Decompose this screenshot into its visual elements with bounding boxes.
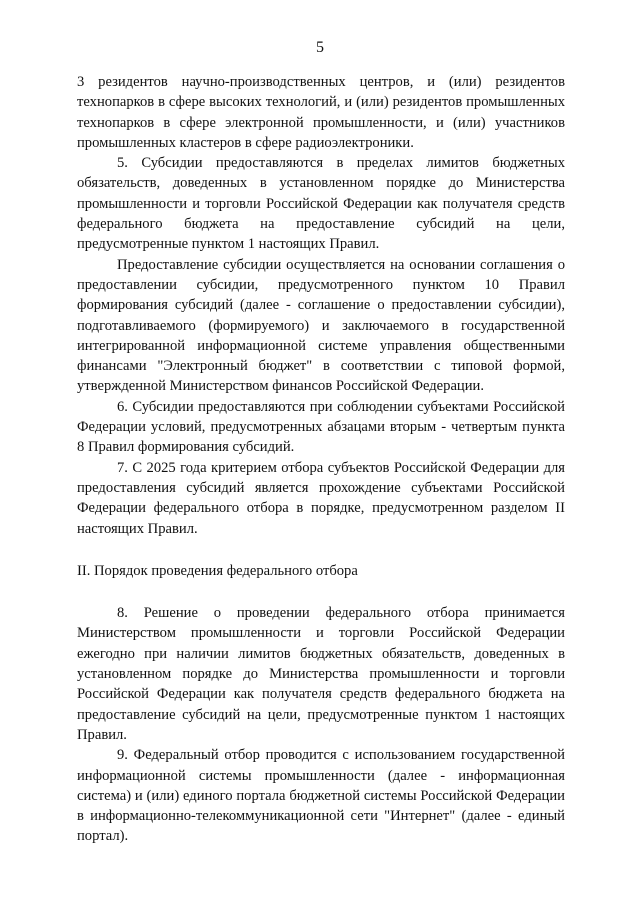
section-heading: II. Порядок проведения федерального отбора xyxy=(77,562,358,579)
page-number: 5 xyxy=(316,39,324,56)
paragraph-item-8: 8. Решение о проведении федерального отбора принимается Министерством промышленности и торговли Российской Федерации ежегодно при наличии лимитов бюджетных обязательств, доведенных в установленном порядке до Министерства промышленности и торговли Российской Федерации как получателя средств федерального бюджета на предоставление субсидий на цели, предусмотренные пунктом 1 настоящих Правил. xyxy=(77,605,565,743)
paragraph-item-9: 9. Федеральный отбор проводится с использованием государственной информационной системы промышленности (далее - информационная система) и (или) единого портала бюджетной системы Российской Федерации в информационно-телекоммуникационной сети "Интернет" (далее - единый портал). xyxy=(77,747,565,845)
paragraph-continuation: 3 резидентов научно-производственных центров, и (или) резидентов технопарков в сфере высоких технологий, и (или) резидентов промышленных технопарков в сфере электронной промышленности, и (или) участников промышленных кластеров в сфере радиоэлектроники. xyxy=(77,74,565,151)
paragraph-item-6: 6. Субсидии предоставляются при соблюдении субъектами Российской Федерации условий, предусмотренных абзацами вторым - четвертым пункта 8 Правил формирования субсидий. xyxy=(77,398,565,456)
paragraph-item-7: 7. С 2025 года критерием отбора субъектов Российской Федерации для предоставления субсидий является прохождение субъектами Российской Федерации федерального отбора в порядке, предусмотренном разделом II настоящих Правил. xyxy=(77,459,565,537)
document-body xyxy=(77,72,565,847)
paragraph-subsidy-agreement: Предоставление субсидии осуществляется на основании соглашения о предоставлении субсидии, предусмотренного пунктом 10 Правил формирования субсидий (далее - соглашение о предоставлении субсидии), подготавливаемого (формируемого) и заключаемого в государственной интегрированной информационной системе управления общественными финансами "Электронный бюджет" в соответствии с типовой формой, утвержденной Министерством финансов Российской Федерации. xyxy=(77,256,565,395)
paragraph-item-5: 5. Субсидии предоставляются в пределах лимитов бюджетных обязательств, доведенных в установленном порядке до Министерства промышленности и торговли Российской Федерации как получателя средств федерального бюджета на предоставление субсидий на цели, предусмотренные пунктом 1 настоящих Правил. xyxy=(77,155,565,253)
